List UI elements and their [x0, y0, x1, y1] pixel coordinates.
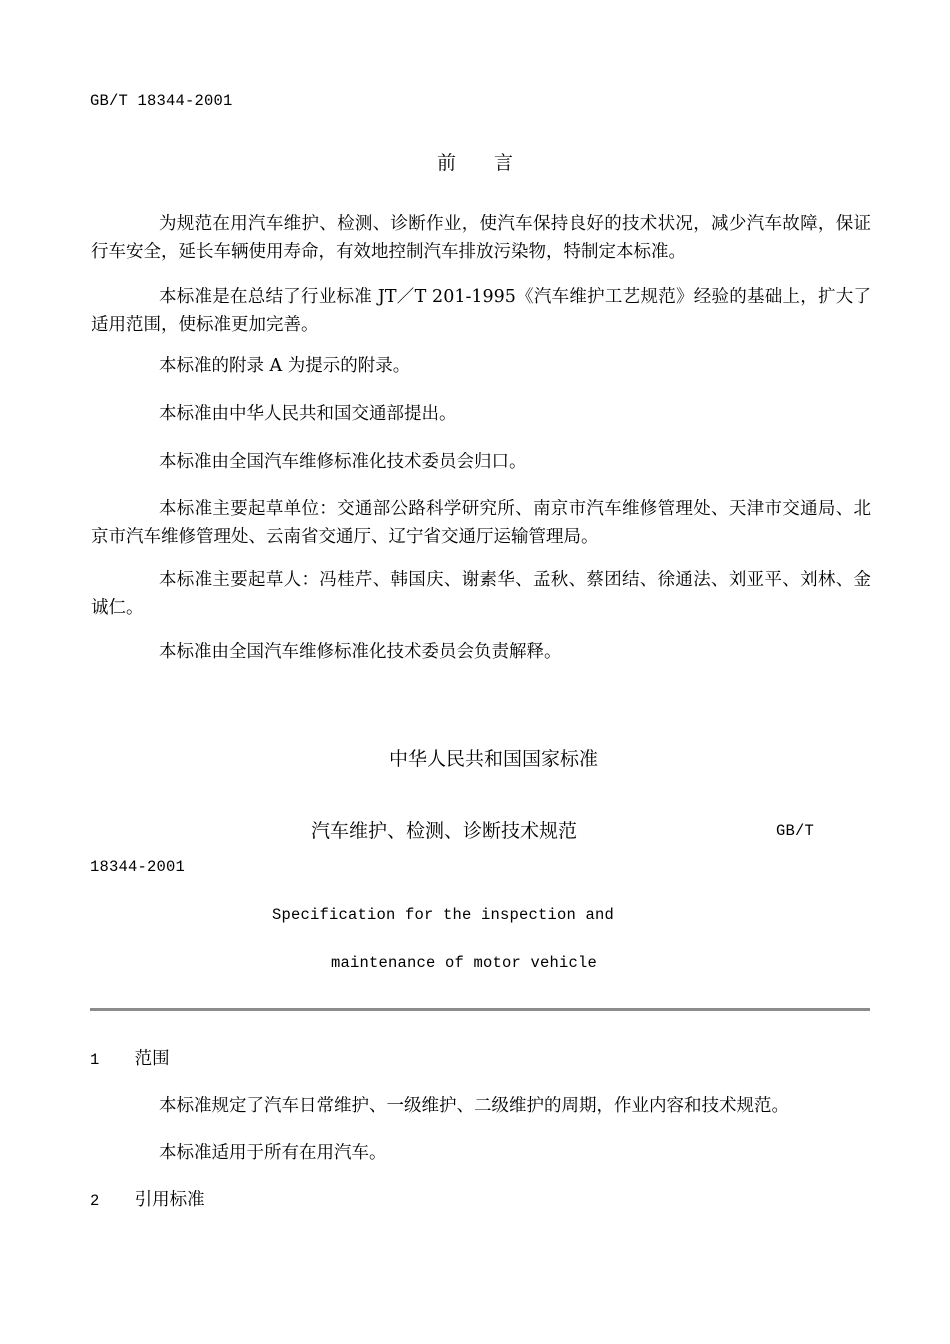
foreword-paragraph-purpose: 为规范在用汽车维护、检测、诊断作业，使汽车保持良好的技术状况，减少汽车故障，保证行车安全，延长车辆使用寿命，有效地控制汽车排放污染物，特制定本标准。 — [91, 214, 871, 262]
header-standard-code: GB/T 18344-2001 — [90, 92, 233, 110]
foreword-title: 前 言 — [436, 152, 513, 174]
title-divider — [90, 1008, 870, 1011]
foreword-paragraph-centralized: 本标准由全国汽车维修标准化技术委员会归口。 — [159, 452, 527, 472]
standard-code-number: 18344-2001 — [90, 858, 186, 876]
foreword-paragraph-basis: 本标准是在总结了行业标准 JT／T 201-1995《汽车维护工艺规范》经验的基础上，扩大了适用范围，使标准更加完善。 — [91, 287, 871, 335]
section-1-paragraph-applicability: 本标准适用于所有在用汽车。 — [159, 1143, 387, 1163]
english-title-line-1: Specification for the inspection and — [272, 906, 615, 924]
section-1-heading — [90, 1045, 170, 1070]
section-2-heading — [90, 1186, 205, 1211]
section-1-title: 范围 — [134, 1049, 170, 1069]
foreword-paragraph-appendix: 本标准的附录 A 为提示的附录。 — [159, 356, 411, 376]
foreword-paragraph-proposer: 本标准由中华人民共和国交通部提出。 — [159, 404, 457, 424]
english-title-line-2: maintenance of motor vehicle — [331, 954, 598, 972]
foreword-paragraph-drafters: 本标准主要起草人：冯桂芹、韩国庆、谢素华、孟秋、蔡团结、徐通法、刘亚平、刘林、金诚仁。 — [91, 570, 871, 618]
standard-code-prefix: GB/T — [776, 822, 815, 840]
section-2-number: 2 — [90, 1192, 100, 1210]
foreword-paragraph-drafting-units: 本标准主要起草单位：交通部公路科学研究所、南京市汽车维修管理处、天津市交通局、北京市汽车维修管理处、云南省交通厅、辽宁省交通厅运输管理局。 — [91, 499, 871, 547]
standard-name: 汽车维护、检测、诊断技术规范 — [311, 820, 578, 842]
foreword-paragraph-interpretation: 本标准由全国汽车维修标准化技术委员会负责解释。 — [159, 642, 562, 662]
section-1-paragraph-scope: 本标准规定了汽车日常维护、一级维护、二级维护的周期，作业内容和技术规范。 — [159, 1096, 789, 1116]
national-standard-title: 中华人民共和国国家标准 — [389, 748, 599, 770]
section-1-number: 1 — [90, 1051, 100, 1069]
section-2-title: 引用标准 — [134, 1190, 205, 1210]
